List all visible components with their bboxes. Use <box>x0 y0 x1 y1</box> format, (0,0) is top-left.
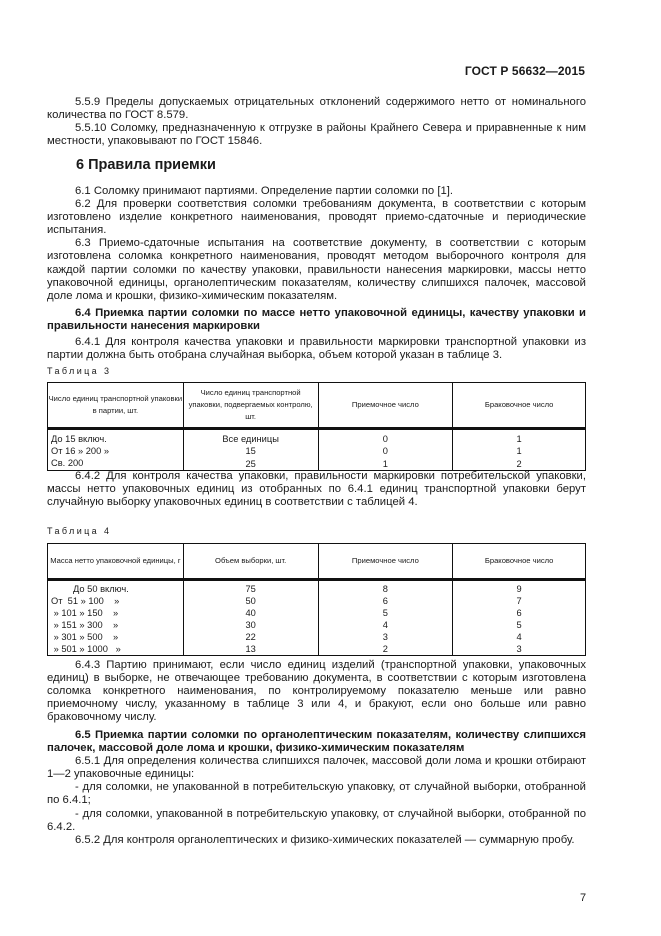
table-4-caption: Таблица 4 <box>47 526 112 536</box>
table-cell: 9 <box>453 580 586 596</box>
paragraph-6-5-1-item-a: - для соломки, не упакованной в потребительскую упаковку, от случайной выборки, отобранной по 6.4.1; <box>47 781 586 807</box>
table-4 <box>47 543 586 656</box>
section-6-title: 6 Правила приемки <box>76 157 216 173</box>
paragraph-6-3: 6.3 Приемо-сдаточные испытания на соответствие документу, в соответствии с которым изготовлена соломка конкретного наименования, проводят методом выборочного контроля для каждой партии соломки по качеству упаковки, правильности нанесения маркировки, массы нетто упаковочной единицы, органолептическим показателям, количеству слипшихся палочек, массовой доле лома и крошки, физико-химическим показателям. <box>47 237 586 302</box>
table-3-caption: Таблица 3 <box>47 366 112 376</box>
table-cell: 75 <box>183 580 318 596</box>
table-4-header-cell: Объем выборки, шт. <box>183 544 318 580</box>
table-cell: 13 <box>183 643 318 656</box>
table-3-header-cell: Приемочное число <box>318 383 453 429</box>
table-cell: 1 <box>453 445 586 457</box>
table-4-header-cell: Браковочное число <box>453 544 586 580</box>
table-cell: 4 <box>453 631 586 643</box>
table-3-header-cell: Число единиц транспортной упаковки в партии, шт. <box>48 383 184 429</box>
table-cell: 4 <box>318 619 453 631</box>
table-cell: 15 <box>183 445 318 457</box>
paragraph-5-5-10: 5.5.10 Соломку, предназначенную к отгрузке в районы Крайнего Севера и приравненные к ним местности, упаковывают по ГОСТ 15846. <box>47 122 586 148</box>
table-cell: 8 <box>318 580 453 596</box>
table-cell: От 51 » 100 » <box>48 595 184 607</box>
table-row <box>48 580 586 596</box>
table-4-header-cell: Приемочное число <box>318 544 453 580</box>
table-cell: 40 <box>183 607 318 619</box>
table-3-header-cell: Число единиц транспортной упаковки, подвергаемых контролю, шт. <box>183 383 318 429</box>
table-row <box>48 429 586 446</box>
table-cell: 1 <box>453 429 586 446</box>
section-6-5 <box>47 729 586 847</box>
paragraph-5-5-9: 5.5.9 Пределы допускаемых отрицательных отклонений содержимого нетто от номинального количества по ГОСТ 8.579. <box>47 96 586 122</box>
paragraph-6-2: 6.2 Для проверки соответствия соломки требованиям документа, в соответствии с которым изготовлено изделие конкретного наименования, проводят приемо-сдаточные и периодические испытания. <box>47 198 586 237</box>
table-cell: 50 <box>183 595 318 607</box>
paragraph-6-5-1-item-b: - для соломки, упакованной в потребительскую упаковку, от случайной выборки, отобранной по 6.4.2. <box>47 807 586 833</box>
table-cell: Все единицы <box>183 429 318 446</box>
table-cell: 0 <box>318 445 453 457</box>
table-cell: 5 <box>453 619 586 631</box>
table-cell: От 16 » 200 » <box>48 445 184 457</box>
table-cell: 22 <box>183 631 318 643</box>
table-cell: 3 <box>318 631 453 643</box>
table-3-header-row <box>48 383 586 429</box>
table-row <box>48 445 586 457</box>
table-cell: » 151 » 300 » <box>48 619 184 631</box>
section-5-5-end <box>47 96 586 148</box>
table-3 <box>47 382 586 471</box>
table-cell: 7 <box>453 595 586 607</box>
heading-6-5: 6.5 Приемка партии соломки по органолептическим показателям, количеству слипшихся палочек, массовой доле лома и крошки, физико-химическим показателям <box>47 729 586 755</box>
table-cell: 6 <box>318 595 453 607</box>
table-cell: 2 <box>318 643 453 656</box>
table-row <box>48 457 586 471</box>
paragraph-6-1: 6.1 Соломку принимают партиями. Определение партии соломки по [1]. <box>75 185 454 197</box>
table-4-header-cell: Масса нетто упаковочной единицы, г <box>48 544 184 580</box>
document-code: ГОСТ Р 56632—2015 <box>464 64 585 78</box>
table-cell: До 50 включ. <box>48 580 184 596</box>
table-row <box>48 631 586 643</box>
table-cell: До 15 включ. <box>48 429 184 446</box>
table-cell: » 101 » 150 » <box>48 607 184 619</box>
paragraph-6-4-1: 6.4.1 Для контроля качества упаковки и правильности маркировки транспортной упаковки из партии должна быть отобрана случайная выборка, объем которой указан в таблице 3. <box>47 336 586 362</box>
table-cell: » 501 » 1000 » <box>48 643 184 656</box>
section-6-body-1 <box>47 185 586 362</box>
table-cell: 3 <box>453 643 586 656</box>
table-cell: 25 <box>183 457 318 471</box>
paragraph-6-4-3: 6.4.3 Партию принимают, если число единиц изделий (транспортной упаковки, упаковочных единиц) в выборке, не отвечающее требованию документа, в соответствии с которым изготовлена соломка конкретного наименования, по контролируемому показателю меньше или равно приемочному числу, указанному в таблице 3 или 4, и бракуют, если оно больше или равно браковочному числу. <box>47 659 586 724</box>
table-row <box>48 619 586 631</box>
table-cell: » 301 » 500 » <box>48 631 184 643</box>
page-number: 7 <box>580 892 587 904</box>
paragraph-6-4-3-block <box>47 659 586 724</box>
table-cell: 0 <box>318 429 453 446</box>
table-3-header-cell: Браковочное число <box>453 383 586 429</box>
table-cell: 30 <box>183 619 318 631</box>
table-cell: 6 <box>453 607 586 619</box>
table-row <box>48 607 586 619</box>
paragraph-6-4-2: 6.4.2 Для контроля качества упаковки, правильности маркировки потребительской упаковки, массы нетто упаковочных единиц из отобранных по 6.4.1 единиц транспортной упаковки берут случайную выборку упаковочных единиц в соответствии с таблицей 4. <box>47 470 586 509</box>
paragraph-6-4-2-block <box>47 470 586 509</box>
table-4-header-row <box>48 544 586 580</box>
paragraph-6-5-1: 6.5.1 Для определения количества слипшихся палочек, массовой доли лома и крошки отбирают 1—2 упаковочные единицы: <box>47 755 586 781</box>
table-row <box>48 595 586 607</box>
table-cell: 1 <box>318 457 453 471</box>
heading-6-4: 6.4 Приемка партии соломки по массе нетто упаковочной единицы, качеству упаковки и правильности нанесения маркировки <box>47 306 586 332</box>
table-row <box>48 643 586 656</box>
table-cell: Св. 200 <box>48 457 184 471</box>
paragraph-6-5-2: 6.5.2 Для контроля органолептических и физико-химических показателей — суммарную пробу. <box>75 833 575 846</box>
table-cell: 2 <box>453 457 586 471</box>
table-cell: 5 <box>318 607 453 619</box>
